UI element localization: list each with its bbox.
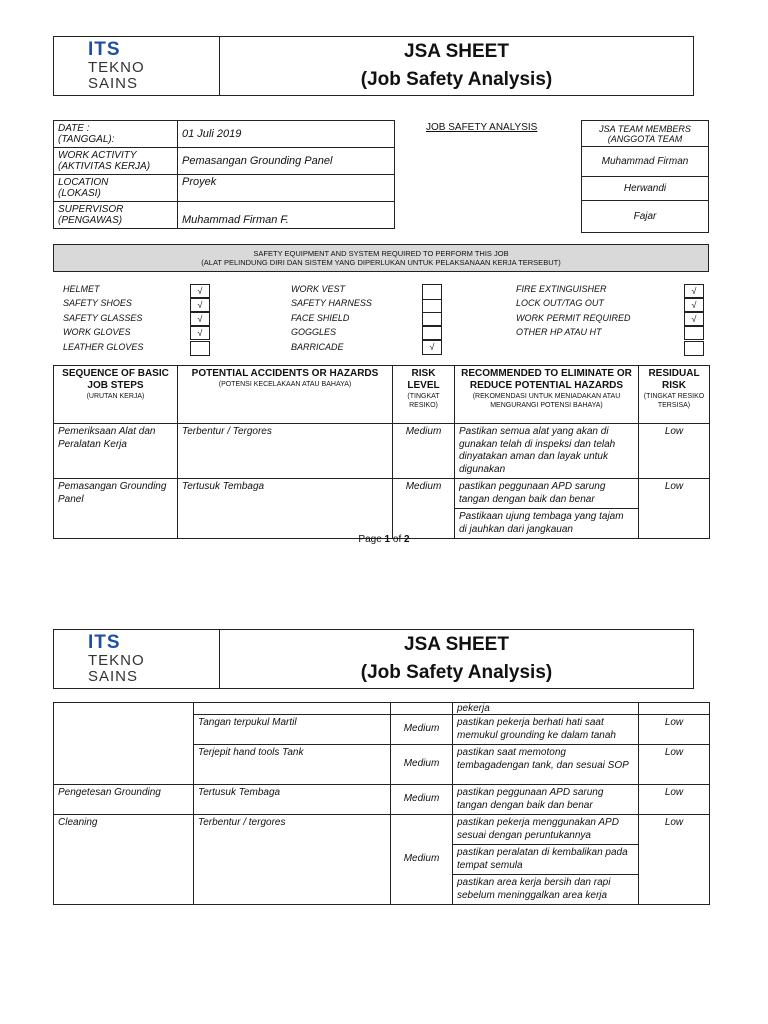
equipment-checkbox[interactable] bbox=[422, 284, 442, 300]
date-label: DATE : (TANGGAL): bbox=[54, 121, 178, 148]
sheet-title bbox=[219, 38, 694, 94]
sheet-title-line-1: JSA SHEET bbox=[404, 41, 509, 62]
supervisor-label: SUPERVISOR (PENGAWAS) bbox=[54, 202, 178, 229]
equipment-checkbox[interactable] bbox=[422, 326, 442, 340]
equipment-label: OTHER HP ATAU HT bbox=[516, 327, 602, 337]
activity-row bbox=[54, 148, 395, 175]
recommend-header bbox=[455, 366, 639, 424]
team-members-table bbox=[581, 120, 709, 233]
equipment-banner bbox=[53, 244, 709, 272]
hazard-cell bbox=[194, 703, 391, 715]
jsa-table-page1 bbox=[53, 365, 710, 539]
page-total: 2 bbox=[404, 534, 410, 545]
sheet-title-line-2: (Job Safety Analysis) bbox=[360, 69, 553, 90]
steps-header bbox=[54, 366, 178, 424]
sheet-title-line-1: JSA SHEET bbox=[404, 634, 509, 655]
residual-cell: Low bbox=[639, 715, 710, 745]
hazard-cell: Terbentur / Tergores bbox=[178, 424, 393, 479]
risk-header-sub: (TINGKAT RESIKO) bbox=[407, 393, 440, 409]
equipment-label: GOGGLES bbox=[291, 327, 337, 337]
hazard-cell: Terbentur / tergores bbox=[194, 815, 391, 905]
hazards-header bbox=[178, 366, 393, 424]
risk-cell bbox=[391, 703, 453, 715]
sheet-title bbox=[219, 631, 694, 687]
hazard-cell: Tertusuk Tembaga bbox=[178, 479, 393, 539]
logo-line-3: SAINS bbox=[88, 75, 139, 92]
its-tekno-sains-logo bbox=[88, 40, 145, 91]
recommend-cell: pastikan peggunaan APD sarung tangan dengan baik dan benar bbox=[455, 479, 639, 509]
equipment-checkbox[interactable]: √ bbox=[684, 312, 704, 326]
equipment-banner-title: SAFETY EQUIPMENT AND SYSTEM REQUIRED TO PERFORM THIS JOB bbox=[253, 249, 509, 258]
equipment-label: WORK PERMIT REQUIRED bbox=[516, 313, 631, 323]
equipment-label: BARRICADE bbox=[291, 342, 344, 352]
team-header: JSA TEAM MEMBERS (ANGGOTA TEAM bbox=[582, 121, 709, 147]
equipment-label: FACE SHIELD bbox=[291, 313, 350, 323]
equipment-checkbox[interactable] bbox=[422, 299, 442, 313]
team-member: Fajar bbox=[582, 201, 709, 233]
recommend-cell: Pastikan semua alat yang akan di gunakan telah di inspeksi dan telah dinyatakan aman dan layak untuk digunakan bbox=[455, 424, 639, 479]
risk-header bbox=[393, 366, 455, 424]
equipment-label: WORK VEST bbox=[291, 284, 346, 294]
recommend-cell: pastikan peggunaan APD sarung tangan dengan baik dan benar bbox=[453, 785, 639, 815]
location-row bbox=[54, 175, 395, 202]
residual-cell: Low bbox=[639, 815, 710, 905]
page-mid: of bbox=[390, 534, 405, 545]
page-current: 1 bbox=[384, 534, 391, 545]
table-row bbox=[54, 815, 710, 845]
step-cell bbox=[54, 703, 194, 785]
equipment-checkbox[interactable]: √ bbox=[684, 284, 704, 298]
supervisor-row bbox=[54, 202, 395, 229]
steps-header-title: SEQUENCE OF BASIC JOB STEPS bbox=[62, 368, 169, 391]
equipment-label: HELMET bbox=[63, 284, 100, 294]
risk-cell: Medium bbox=[393, 424, 455, 479]
logo-line-1: ITS bbox=[88, 632, 121, 653]
equipment-label: WORK GLOVES bbox=[63, 327, 131, 337]
recommend-cell: pastikan pekerja menggunakan APD sesuai dengan peruntukannya bbox=[453, 815, 639, 845]
equipment-checkbox[interactable]: √ bbox=[422, 340, 442, 355]
risk-cell: Medium bbox=[391, 715, 453, 745]
residual-cell: Low bbox=[639, 745, 710, 785]
recommend-cell: Pastikaan ujung tembaga yang tajam di jauhkan dari jangkauan bbox=[455, 509, 639, 539]
team-member: Muhammad Firman bbox=[582, 147, 709, 177]
equipment-checkbox[interactable] bbox=[684, 326, 704, 340]
equipment-label: LOCK OUT/TAG OUT bbox=[516, 298, 604, 308]
risk-cell: Medium bbox=[391, 745, 453, 785]
team-member: Herwandi bbox=[582, 177, 709, 201]
residual-cell: Low bbox=[639, 424, 710, 479]
date-row bbox=[54, 121, 395, 148]
table-row bbox=[54, 703, 710, 715]
table-row bbox=[54, 479, 710, 509]
location-value: Proyek bbox=[178, 175, 395, 202]
logo-line-2: TEKNO bbox=[88, 652, 145, 669]
risk-cell: Medium bbox=[393, 479, 455, 539]
supervisor-value: Muhammad Firman F. bbox=[178, 202, 395, 229]
residual-header bbox=[639, 366, 710, 424]
equipment-label: FIRE EXTINGUISHER bbox=[516, 284, 607, 294]
equipment-checkbox[interactable]: √ bbox=[190, 298, 210, 312]
hazard-cell: Tertusuk Tembaga bbox=[194, 785, 391, 815]
hazard-cell: Terjepit hand tools Tank bbox=[194, 745, 391, 785]
hazards-header-title: POTENTIAL ACCIDENTS OR HAZARDS bbox=[191, 368, 379, 379]
recommend-cell: pekerja bbox=[453, 703, 639, 715]
risk-cell: Medium bbox=[391, 785, 453, 815]
residual-header-title: RESIDUAL RISK bbox=[648, 368, 700, 391]
equipment-label: SAFETY HARNESS bbox=[291, 298, 372, 308]
equipment-label: SAFETY GLASSES bbox=[63, 313, 143, 323]
equipment-checkbox[interactable] bbox=[684, 341, 704, 356]
recommend-cell: pastikan peralatan di kembalikan pada tempat semula bbox=[453, 845, 639, 875]
sheet-title-line-2: (Job Safety Analysis) bbox=[360, 662, 553, 683]
hazard-cell: Tangan terpukul Martil bbox=[194, 715, 391, 745]
table-row bbox=[54, 424, 710, 479]
step-cell: Cleaning bbox=[54, 815, 194, 905]
equipment-checkbox[interactable]: √ bbox=[190, 284, 210, 298]
step-cell: Pemasangan Grounding Panel bbox=[54, 479, 178, 539]
equipment-checkbox[interactable] bbox=[422, 312, 442, 326]
recommend-header-sub: (REKOMENDASI UNTUK MENIADAKAN ATAU MENGURANGI POTENSI BAHAYA) bbox=[472, 393, 621, 409]
equipment-banner-subtitle: (ALAT PELINDUNG DIRI DAN SISTEM YANG DIPERLUKAN UNTUK PELAKSANAAN KERJA TERSEBUT) bbox=[201, 258, 561, 267]
risk-header-title: RISK LEVEL bbox=[407, 368, 440, 391]
jsa-label: JOB SAFETY ANALYSIS bbox=[426, 122, 538, 133]
equipment-label: LEATHER GLOVES bbox=[63, 342, 144, 352]
page-prefix: Page bbox=[358, 534, 385, 545]
logo-line-3: SAINS bbox=[88, 668, 139, 685]
residual-cell: Low bbox=[639, 479, 710, 539]
table-row bbox=[54, 785, 710, 815]
recommend-header-title: RECOMMENDED TO ELIMINATE OR REDUCE POTENTIAL HAZARDS bbox=[461, 368, 632, 391]
location-label: LOCATION (LOKASI) bbox=[54, 175, 178, 202]
recommend-cell: pastikan area kerja bersih dan rapi sebelum meninggalkan area kerja bbox=[453, 875, 639, 905]
activity-value: Pemasangan Grounding Panel bbox=[178, 148, 395, 175]
its-tekno-sains-logo bbox=[88, 633, 145, 684]
equipment-checkbox[interactable]: √ bbox=[190, 312, 210, 326]
residual-header-sub: (TINGKAT RESIKO TERSISA) bbox=[643, 393, 705, 409]
recommend-cell: pastikan pekerja berhati hati saat memukul grounding ke dalam tanah bbox=[453, 715, 639, 745]
hazards-header-sub: (POTENSI KECELAKAAN ATAU BAHAYA) bbox=[218, 381, 352, 388]
step-cell: Pengetesan Grounding bbox=[54, 785, 194, 815]
residual-cell: Low bbox=[639, 785, 710, 815]
equipment-checkbox[interactable] bbox=[190, 341, 210, 356]
risk-cell: Medium bbox=[391, 815, 453, 905]
page-number bbox=[0, 534, 768, 545]
residual-cell bbox=[639, 703, 710, 715]
steps-header-sub: (URUTAN KERJA) bbox=[86, 393, 145, 400]
recommend-cell: pastikan saat memotong tembagadengan tank, dan sesuai SOP bbox=[453, 745, 639, 785]
activity-label: WORK ACTIVITY (AKTIVITAS KERJA) bbox=[54, 148, 178, 175]
jsa-table-page2 bbox=[53, 702, 710, 905]
logo-line-2: TEKNO bbox=[88, 59, 145, 76]
equipment-checkbox[interactable]: √ bbox=[684, 298, 704, 312]
equipment-label: SAFETY SHOES bbox=[63, 298, 132, 308]
step-cell: Pemeriksaan Alat dan Peralatan Kerja bbox=[54, 424, 178, 479]
job-info-table bbox=[53, 120, 395, 229]
equipment-checkbox[interactable]: √ bbox=[190, 326, 210, 340]
logo-line-1: ITS bbox=[88, 39, 121, 60]
table-header-row bbox=[54, 366, 710, 424]
date-value: 01 Juli 2019 bbox=[178, 121, 395, 148]
